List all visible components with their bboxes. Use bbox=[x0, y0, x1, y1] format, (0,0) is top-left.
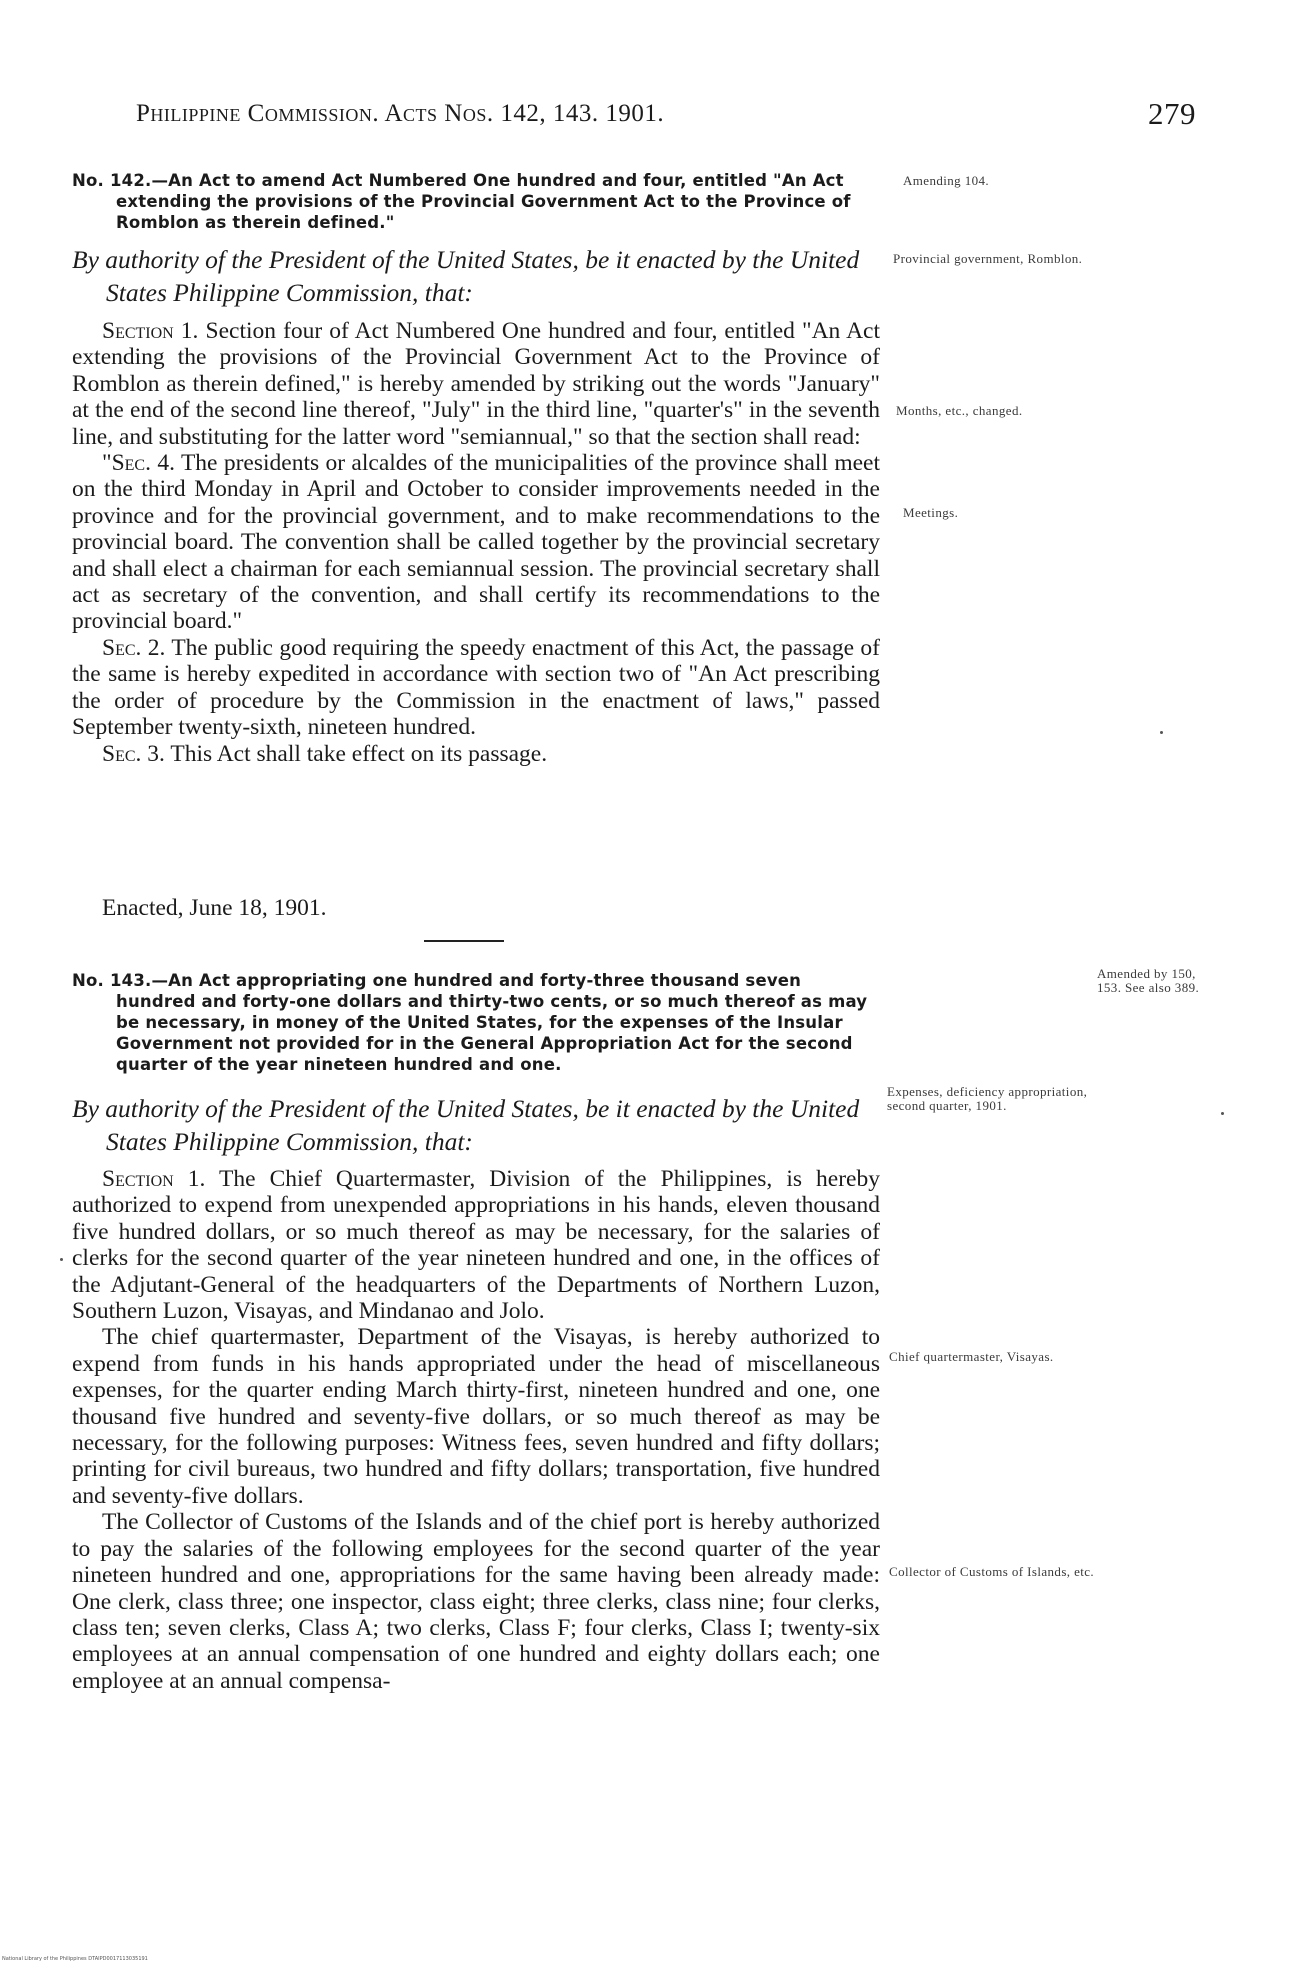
act-142-sec-3 bbox=[72, 741, 880, 767]
section-text: The public good requiring the speedy enactment of this Act, the passage of the same is hereby expedited in accordance with section two of "An Act prescribing the order of procedure by the Commission in the enactment of laws," passed September twenty-sixth, nineteen hundred. bbox=[72, 634, 881, 741]
section-text: This Act shall take effect on its passage. bbox=[170, 740, 548, 767]
margin-note-expenses: Expenses, deficiency appropriation, second quarter, 1901. bbox=[887, 1084, 1088, 1113]
act-142-enacting-clause: By authority of the President of the United States, be it enacted by the United States Philippine Commission, that: bbox=[72, 245, 860, 307]
act-143-heading: No. 143.—An Act appropriating one hundred and forty-three thousand seven hundred and forty-one dollars and thirty-two cents, or so much thereof as may be necessary, in money of the United States, for the expenses of the Insular Government not provided for in the General Appropriation Act for the second quarter of the year nineteen hundred and one. bbox=[72, 971, 868, 1074]
act-143-paragraph-3: The Collector of Customs of the Islands and of the chief port is hereby authorized to pay the salaries of the following employees for the second quarter of the year nineteen hundred and one, appropriations for the same having been already made: One clerk, class three; one inspector, class eight; three clerks, class nine; four clerks, class ten; seven clerks, Class A; two clerks, Class F; four clerks, Class I; twenty-six employees at an annual compensation of one hundred and eighty dollars each; one employee at an annual compensa- bbox=[72, 1509, 880, 1694]
margin-note-months: Months, etc., changed. bbox=[896, 403, 1023, 418]
section-text: The presidents or alcaldes of the municipalities of the province shall meet on the third Monday in April and October to consider improvements needed in the province and for the provincial government, and to make recommendations to the provincial board. The convention shall be called together by the provincial secretary and shall elect a chairman for each semiannual session. The provincial secretary shall act as secretary of the convention, and shall certify its recommendations to the provincial board." bbox=[72, 450, 881, 635]
act-143-enacting-clause: By authority of the President of the United States, be it enacted by the United States Philippine Commission, that: bbox=[72, 1094, 860, 1156]
act-142-heading-block bbox=[72, 170, 880, 233]
act-142-enacted-date: Enacted, June 18, 1901. bbox=[102, 895, 327, 921]
act-143-enacting-block bbox=[72, 1092, 880, 1158]
act-143-heading-block bbox=[72, 970, 880, 1075]
act-142-heading: No. 142.—An Act to amend Act Numbered One hundred and four, entitled "An Act extending the provisions of the Provincial Government Act to the Province of Romblon as therein defined." bbox=[72, 171, 851, 232]
scan-footer: National Library of the Philippines DTAIPD0017113035191 bbox=[2, 1956, 148, 1962]
margin-note-collector: Collector of Customs of Islands, etc. bbox=[889, 1564, 1095, 1579]
act-142-sec-4 bbox=[72, 450, 880, 635]
margin-note-meetings: Meetings. bbox=[903, 505, 959, 520]
scan-speck bbox=[1221, 1112, 1224, 1115]
margin-note-amended-by: Amended by 150, 153. See also 389. bbox=[1097, 966, 1200, 995]
scan-speck bbox=[60, 1258, 63, 1261]
running-head bbox=[130, 96, 1200, 140]
section-divider-rule bbox=[424, 940, 504, 942]
section-label: "Sec. 4. bbox=[102, 450, 175, 477]
section-label: Section 1. bbox=[102, 1166, 206, 1192]
margin-note-amending: Amending 104. bbox=[903, 173, 990, 188]
margin-note-chief-qm-visayas: Chief quartermaster, Visayas. bbox=[889, 1349, 1054, 1364]
act-143-section-1 bbox=[72, 1166, 880, 1324]
act-142-enacted-block bbox=[72, 895, 880, 922]
section-label: Section 1. bbox=[102, 318, 199, 344]
running-head-title: Philippine Commission. Acts Nos. 142, 143. 1901. bbox=[136, 100, 665, 127]
section-text: The Chief Quartermaster, Division of the Philippines, is hereby authorized to expend from unexpended appropriations in his hands, eleven thousand five hundred dollars, or so much thereof as may be necessary, for the salaries of clerks for the second quarter of the year nineteen hundred and one, in the offices of the Adjutant-General of the headquarters of the Departments of Northern Luzon, Southern Luzon, Visayas, and Mindanao and Jolo. bbox=[72, 1166, 880, 1325]
section-label: Sec. 2. bbox=[102, 634, 166, 661]
margin-note-provincial: Provincial government, Romblon. bbox=[893, 251, 1083, 266]
act-142-body bbox=[72, 318, 880, 767]
act-143-paragraph-2: The chief quartermaster, Department of the Visayas, is hereby authorized to expend from funds in his hands appropriated under the head of miscellaneous expenses, for the quarter ending March thirty-first, nineteen hundred and one, one thousand five hundred and seventy-five dollars, or so much thereof as may be necessary, for the following purposes: Witness fees, seven hundred and fifty dollars; printing for civil bureaus, two hundred and fifty dollars; transportation, five hundred and seventy-five dollars. bbox=[72, 1324, 880, 1509]
page-number: 279 bbox=[1148, 96, 1196, 131]
act-143-body bbox=[72, 1166, 880, 1694]
section-text: Section four of Act Numbered One hundred and four, entitled "An Act extending the provisions of the Provincial Government Act to the Province of Romblon as therein defined," is hereby amended by striking out the words "January" at the end of the second line thereof, "July" in the third line, "quarter's" in the seventh line, and substituting for the latter word "semiannual," so that the section shall read: bbox=[72, 318, 880, 450]
section-label: Sec. 3. bbox=[102, 740, 165, 767]
act-142-sec-2 bbox=[72, 635, 880, 741]
scan-speck bbox=[1160, 731, 1163, 734]
act-142-section-1 bbox=[72, 318, 880, 450]
act-142-enacting-block bbox=[72, 243, 880, 309]
